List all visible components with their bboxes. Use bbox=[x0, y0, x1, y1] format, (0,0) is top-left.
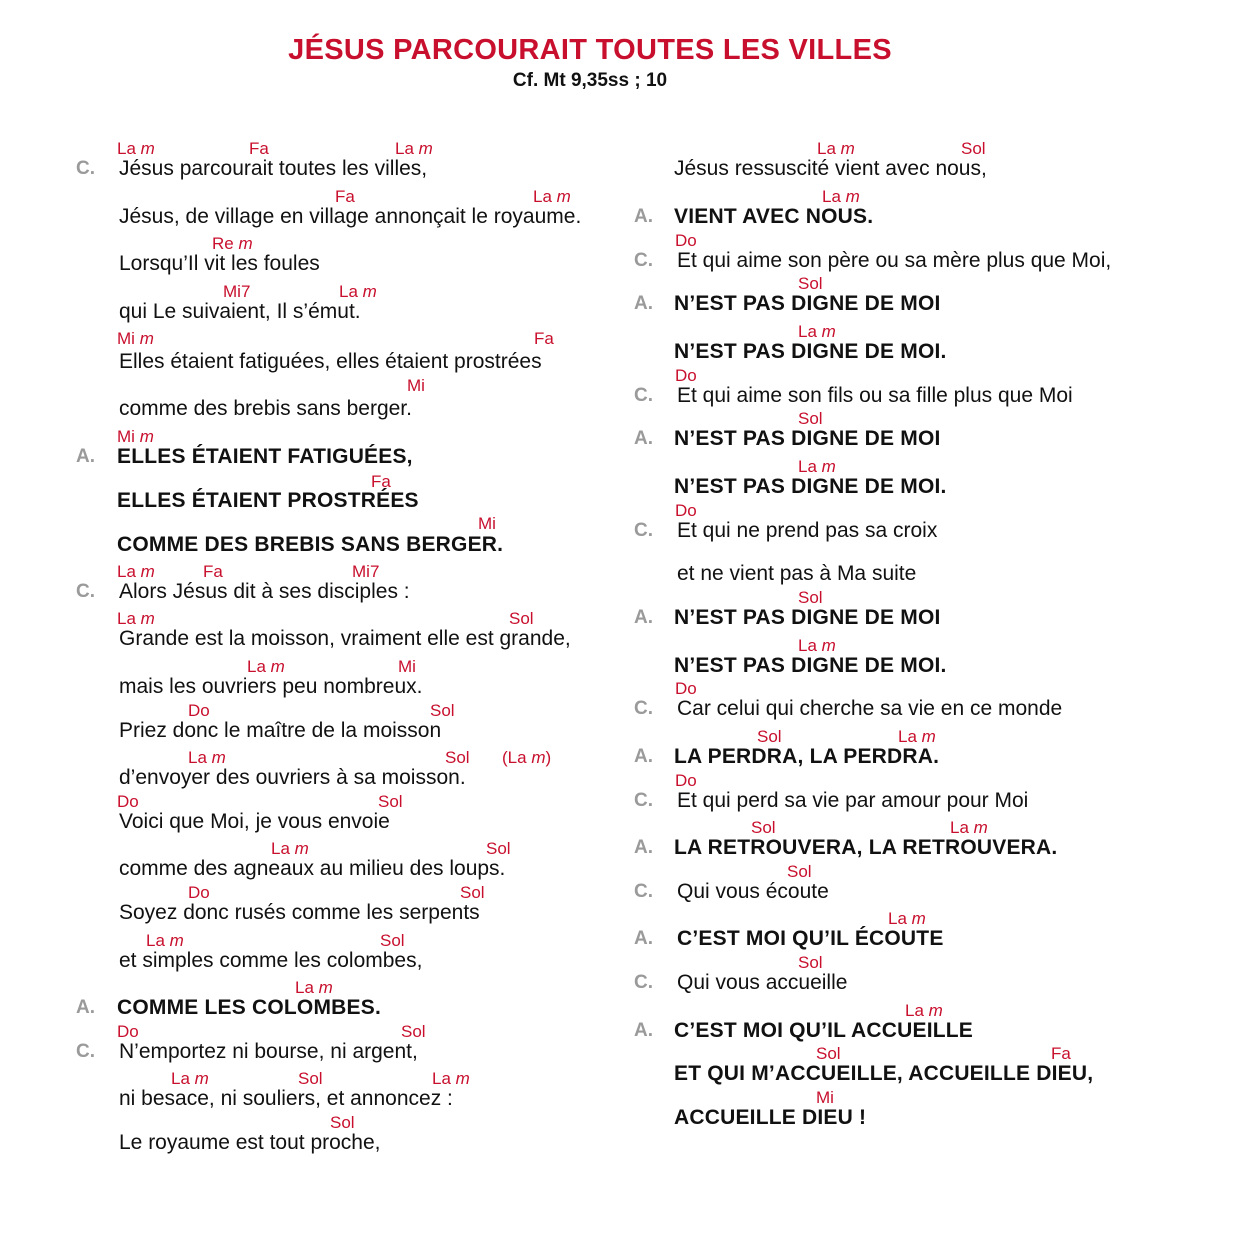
chord-do: Do bbox=[675, 366, 697, 385]
chord-la-minor: La m bbox=[247, 657, 285, 676]
chord-do: Do bbox=[117, 1022, 139, 1041]
cantor-marker: C. bbox=[634, 520, 653, 541]
chord-la-minor-optional: (La m) bbox=[502, 748, 552, 767]
assembly-marker: A. bbox=[634, 607, 653, 628]
chord-la-minor: La m bbox=[798, 322, 836, 341]
chord-do: Do bbox=[675, 771, 697, 790]
lyric-line: N’emportez ni bourse, ni argent, bbox=[119, 1040, 418, 1063]
cantor-marker: C. bbox=[634, 972, 653, 993]
chord-sol: Sol bbox=[798, 409, 823, 428]
chord-do: Do bbox=[117, 792, 139, 811]
scripture-reference: Cf. Mt 9,35ss ; 10 bbox=[512, 70, 668, 91]
lyric-line: Qui vous accueille bbox=[677, 971, 848, 994]
chord-sol: Sol bbox=[486, 839, 511, 858]
chord-fa: Fa bbox=[1051, 1044, 1071, 1063]
chord-re-minor: Re m bbox=[212, 234, 253, 253]
lyric-line-assembly: C’EST MOI QU’IL ÉCOUTE bbox=[677, 927, 944, 950]
lyric-line: comme des brebis sans berger. bbox=[119, 397, 412, 420]
chord-mi: Mi bbox=[398, 657, 416, 676]
chord-la-minor: La m bbox=[950, 818, 988, 837]
lyric-line: Lorsqu’Il vit les foules bbox=[119, 252, 320, 275]
lyric-line-assembly: N’EST PAS DIGNE DE MOI. bbox=[674, 340, 947, 363]
chord-sol: Sol bbox=[798, 274, 823, 293]
lyric-line: ni besace, ni souliers, et annoncez : bbox=[119, 1087, 453, 1110]
chord-la-minor: La m bbox=[171, 1069, 209, 1088]
chord-la-minor: La m bbox=[188, 748, 226, 767]
chord-la-minor: La m bbox=[432, 1069, 470, 1088]
lyric-line-assembly: LA RETROUVERA, LA RETROUVERA. bbox=[674, 836, 1058, 859]
cantor-marker: C. bbox=[76, 1041, 95, 1062]
chord-sol: Sol bbox=[298, 1069, 323, 1088]
chord-sol: Sol bbox=[430, 701, 455, 720]
assembly-marker: A. bbox=[634, 206, 653, 227]
chord-sol: Sol bbox=[378, 792, 403, 811]
chord-la-minor: La m bbox=[817, 139, 855, 158]
lyric-line: et ne vient pas à Ma suite bbox=[677, 562, 917, 585]
lyric-line-assembly: VIENT AVEC NOUS. bbox=[674, 205, 874, 228]
lyric-line-assembly: C’EST MOI QU’IL ACCUEILLE bbox=[674, 1019, 974, 1042]
lyric-line: Jésus ressuscité vient avec nous, bbox=[674, 157, 987, 180]
lyric-line-assembly: ET QUI M’ACCUEILLE, ACCUEILLE DIEU, bbox=[674, 1062, 1094, 1085]
lyric-line: Et qui aime son père ou sa mère plus que Moi, bbox=[677, 249, 1112, 272]
chord-fa: Fa bbox=[335, 187, 355, 206]
chord-do: Do bbox=[675, 231, 697, 250]
chord-do: Do bbox=[188, 701, 210, 720]
chord-la-minor: La m bbox=[798, 636, 836, 655]
chord-la-minor: La m bbox=[271, 839, 309, 858]
chord-sol: Sol bbox=[751, 818, 776, 837]
lyric-line: Le royaume est tout proche, bbox=[119, 1131, 381, 1154]
chord-sol: Sol bbox=[380, 931, 405, 950]
assembly-marker: A. bbox=[634, 837, 653, 858]
lyric-line: Voici que Moi, je vous envoie bbox=[119, 810, 390, 833]
lyric-line: Jésus parcourait toutes les villes, bbox=[119, 157, 428, 180]
chord-la-minor: La m bbox=[533, 187, 571, 206]
chord-sol: Sol bbox=[401, 1022, 426, 1041]
chord-sol: Sol bbox=[798, 953, 823, 972]
chord-la-minor: La m bbox=[898, 727, 936, 746]
chord-sol: Sol bbox=[445, 748, 470, 767]
chord-sol: Sol bbox=[757, 727, 782, 746]
chord-sol: Sol bbox=[816, 1044, 841, 1063]
chord-sol: Sol bbox=[509, 609, 534, 628]
assembly-marker: A. bbox=[634, 928, 653, 949]
cantor-marker: C. bbox=[634, 790, 653, 811]
assembly-marker: A. bbox=[76, 446, 95, 467]
chord-la-minor: La m bbox=[395, 139, 433, 158]
lyric-line: Grande est la moisson, vraiment elle est grande, bbox=[119, 627, 571, 650]
assembly-marker: A. bbox=[634, 293, 653, 314]
lyric-line-assembly: N’EST PAS DIGNE DE MOI. bbox=[674, 654, 947, 677]
lyric-line: Qui vous écoute bbox=[677, 880, 829, 903]
chord-la-minor: La m bbox=[888, 909, 926, 928]
chord-fa: Fa bbox=[371, 472, 391, 491]
lyric-line-assembly: ELLES ÉTAIENT PROSTRÉES bbox=[117, 489, 419, 512]
lyric-line-assembly: LA PERDRA, LA PERDRA. bbox=[674, 745, 940, 768]
lyric-line: Elles étaient fatiguées, elles étaient prostrées bbox=[119, 350, 542, 373]
chord-mi: Mi bbox=[478, 514, 496, 533]
chord-do: Do bbox=[675, 501, 697, 520]
lyric-line: Et qui aime son fils ou sa fille plus que Moi bbox=[677, 384, 1073, 407]
lyric-line: Priez donc le maître de la moisson bbox=[119, 719, 442, 742]
lyric-line: Alors Jésus dit à ses disciples : bbox=[119, 580, 410, 603]
chord-mi-minor: Mi m bbox=[117, 427, 154, 446]
chord-la-minor: La m bbox=[339, 282, 377, 301]
lyric-line: qui Le suivaient, Il s’émut. bbox=[119, 300, 361, 323]
chord-sol: Sol bbox=[787, 862, 812, 881]
assembly-marker: A. bbox=[76, 997, 95, 1018]
chord-la-minor: La m bbox=[117, 609, 155, 628]
lyric-line: mais les ouvriers peu nombreux. bbox=[119, 675, 423, 698]
lyric-line-assembly: COMME DES BREBIS SANS BERGER. bbox=[117, 533, 504, 556]
song-title: JÉSUS PARCOURAIT TOUTES LES VILLES bbox=[288, 34, 892, 66]
chord-la-minor: La m bbox=[117, 139, 155, 158]
chord-do: Do bbox=[675, 679, 697, 698]
chord-mi-minor: Mi m bbox=[117, 329, 154, 348]
cantor-marker: C. bbox=[634, 698, 653, 719]
chord-fa: Fa bbox=[534, 329, 554, 348]
cantor-marker: C. bbox=[634, 250, 653, 271]
chord-sol: Sol bbox=[330, 1113, 355, 1132]
cantor-marker: C. bbox=[634, 385, 653, 406]
lyric-line-assembly: COMME LES COLOMBES. bbox=[117, 996, 381, 1019]
chord-sol: Sol bbox=[961, 139, 986, 158]
lyric-line-assembly: N’EST PAS DIGNE DE MOI bbox=[674, 606, 941, 629]
chord-la-minor: La m bbox=[117, 562, 155, 581]
lyric-line: Jésus, de village en village annonçait le royaume. bbox=[119, 205, 582, 228]
chord-sol: Sol bbox=[460, 883, 485, 902]
lyric-line: Et qui ne prend pas sa croix bbox=[677, 519, 938, 542]
cantor-marker: C. bbox=[76, 158, 95, 179]
cantor-marker: C. bbox=[76, 581, 95, 602]
lyric-line: comme des agneaux au milieu des loups. bbox=[119, 857, 506, 880]
chord-mi7: Mi7 bbox=[352, 562, 380, 581]
lyric-line-assembly: ACCUEILLE DIEU ! bbox=[674, 1106, 867, 1129]
cantor-marker: C. bbox=[634, 881, 653, 902]
lyric-line: Soyez donc rusés comme les serpents bbox=[119, 901, 480, 924]
chord-la-minor: La m bbox=[798, 457, 836, 476]
lyric-line-assembly: ELLES ÉTAIENT FATIGUÉES, bbox=[117, 445, 413, 468]
lyric-line-assembly: N’EST PAS DIGNE DE MOI bbox=[674, 292, 941, 315]
lyric-line: d’envoyer des ouvriers à sa moisson. bbox=[119, 766, 466, 789]
chord-mi7: Mi7 bbox=[223, 282, 251, 301]
chord-fa: Fa bbox=[203, 562, 223, 581]
assembly-marker: A. bbox=[634, 746, 653, 767]
chord-mi: Mi bbox=[816, 1088, 834, 1107]
chord-la-minor: La m bbox=[146, 931, 184, 950]
assembly-marker: A. bbox=[634, 428, 653, 449]
lyric-line: Et qui perd sa vie par amour pour Moi bbox=[677, 789, 1029, 812]
chord-la-minor: La m bbox=[822, 187, 860, 206]
chord-la-minor: La m bbox=[905, 1001, 943, 1020]
lyric-line-assembly: N’EST PAS DIGNE DE MOI bbox=[674, 427, 941, 450]
chord-mi: Mi bbox=[407, 376, 425, 395]
assembly-marker: A. bbox=[634, 1020, 653, 1041]
chord-sol: Sol bbox=[798, 588, 823, 607]
lyric-line-assembly: N’EST PAS DIGNE DE MOI. bbox=[674, 475, 947, 498]
chord-fa: Fa bbox=[249, 139, 269, 158]
lyric-line: et simples comme les colombes, bbox=[119, 949, 423, 972]
chord-do: Do bbox=[188, 883, 210, 902]
lyric-line: Car celui qui cherche sa vie en ce monde bbox=[677, 697, 1063, 720]
chord-la-minor: La m bbox=[295, 978, 333, 997]
